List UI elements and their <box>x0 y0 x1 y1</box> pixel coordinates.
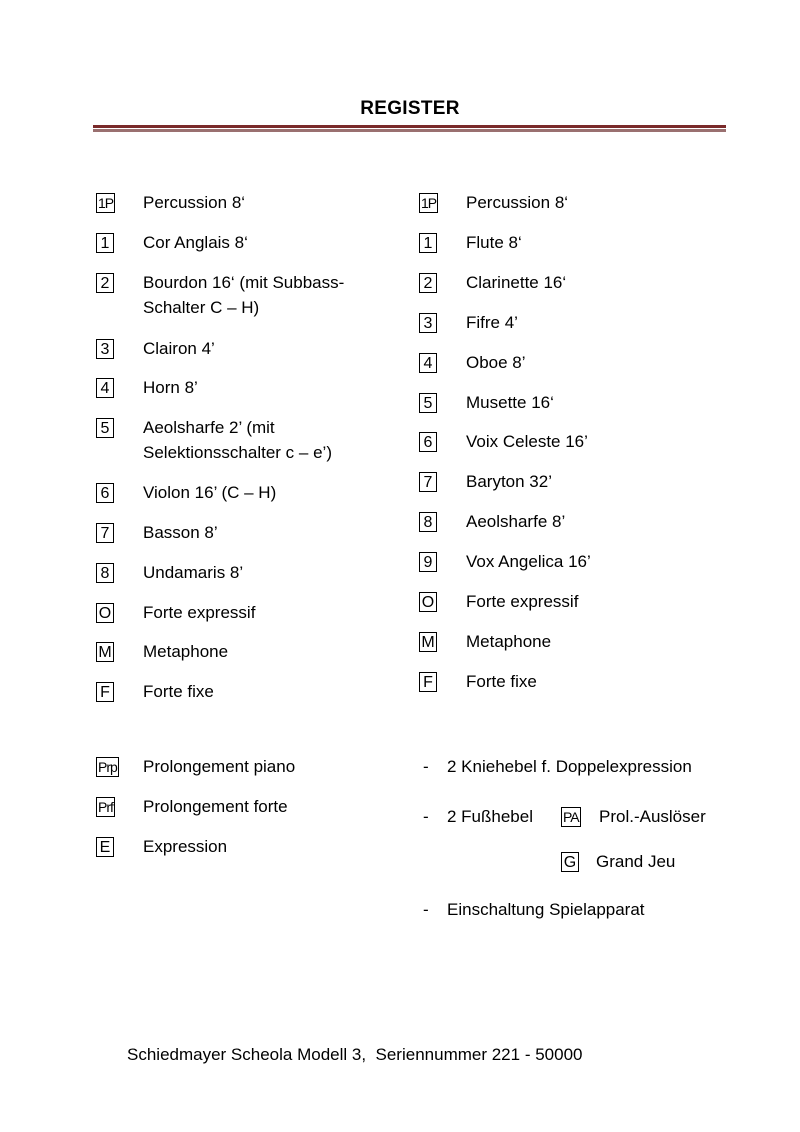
register-code-box: 3 <box>419 313 437 333</box>
register-code-box: 8 <box>96 563 114 583</box>
register-code-box: F <box>96 682 114 702</box>
register-name: Vox Angelica 16’ <box>466 552 591 571</box>
register-name: Flute 8‘ <box>466 233 522 252</box>
register-code-box: 9 <box>419 552 437 572</box>
register-code-box: F <box>419 672 437 692</box>
bullet-dash: - <box>423 757 429 776</box>
register-name: Aeolsharfe 2’ (mit Selektionsschalter c – e’) <box>143 418 332 462</box>
register-name: Violon 16’ (C – H) <box>143 483 277 502</box>
register-code-box: 4 <box>96 378 114 398</box>
register-code-box: 5 <box>419 393 437 413</box>
register-code-box: 2 <box>419 273 437 293</box>
register-code-box: O <box>419 592 437 612</box>
register-name: Forte expressif <box>143 603 256 622</box>
register-name: Basson 8’ <box>143 523 218 542</box>
register-code-box: M <box>419 632 437 652</box>
register-name: Prolongement piano <box>143 757 296 776</box>
register-name: Undamaris 8’ <box>143 563 244 582</box>
register-code-box: 1P <box>421 195 437 211</box>
foot-levers-text: 2 Fußhebel <box>447 807 533 826</box>
register-name: Percussion 8‘ <box>466 193 569 212</box>
register-name: Forte fixe <box>143 682 214 701</box>
player-mechanism-text: Einschaltung Spielapparat <box>447 900 645 919</box>
register-name: Aeolsharfe 8’ <box>466 512 566 531</box>
register-name: Metaphone <box>143 642 229 661</box>
register-name: Percussion 8‘ <box>143 193 246 212</box>
register-code-box: 4 <box>419 353 437 373</box>
register-name: Cor Anglais 8‘ <box>143 233 248 252</box>
register-name: Metaphone <box>466 632 552 651</box>
knee-levers-text: 2 Kniehebel f. Doppelexpression <box>447 757 692 776</box>
register-name: Forte expressif <box>466 592 579 611</box>
register-name: Musette 16‘ <box>466 393 554 412</box>
pedal-label: Prol.-Auslöser <box>599 807 706 826</box>
register-code-box: 6 <box>419 432 437 452</box>
register-code-box: M <box>96 642 114 662</box>
title-rule-shadow <box>93 129 726 132</box>
register-code-box: 1P <box>98 195 114 211</box>
bullet-dash: - <box>423 807 429 826</box>
register-name: Bourdon 16‘ (mit Subbass- Schalter C – H) <box>143 273 345 317</box>
bullet-dash: - <box>423 900 429 919</box>
footer-caption: Schiedmayer Scheola Modell 3, Seriennummer 221 - 50000 <box>127 1045 583 1064</box>
register-code-box: 5 <box>96 418 114 438</box>
register-code-box: 1 <box>96 233 114 253</box>
register-code-box: 8 <box>419 512 437 532</box>
page-title: REGISTER <box>360 98 460 119</box>
register-name: Clarinette 16‘ <box>466 273 567 292</box>
register-code-box: G <box>561 852 579 872</box>
register-name: Clairon 4’ <box>143 339 215 358</box>
register-name: Prolongement forte <box>143 797 288 816</box>
pedal-label: Grand Jeu <box>596 852 676 871</box>
register-name: Horn 8’ <box>143 378 198 397</box>
register-code-box: O <box>96 603 114 623</box>
title-rule <box>93 125 726 128</box>
register-code-box: 1 <box>419 233 437 253</box>
register-code-box: 7 <box>96 523 114 543</box>
register-name: Fifre 4’ <box>466 313 518 332</box>
register-code-box: Prf <box>98 799 113 815</box>
register-name: Forte fixe <box>466 672 537 691</box>
register-code-box: 6 <box>96 483 114 503</box>
register-code-box: Prp <box>98 759 117 775</box>
register-code-box: E <box>96 837 114 857</box>
register-code-box: 3 <box>96 339 114 359</box>
register-code-box: 2 <box>96 273 114 293</box>
register-name: Baryton 32’ <box>466 472 552 491</box>
register-name: Oboe 8’ <box>466 353 526 372</box>
register-name: Expression <box>143 837 228 856</box>
register-code-box: 7 <box>419 472 437 492</box>
register-name: Voix Celeste 16’ <box>466 432 588 451</box>
register-code-box: PA <box>563 809 579 825</box>
